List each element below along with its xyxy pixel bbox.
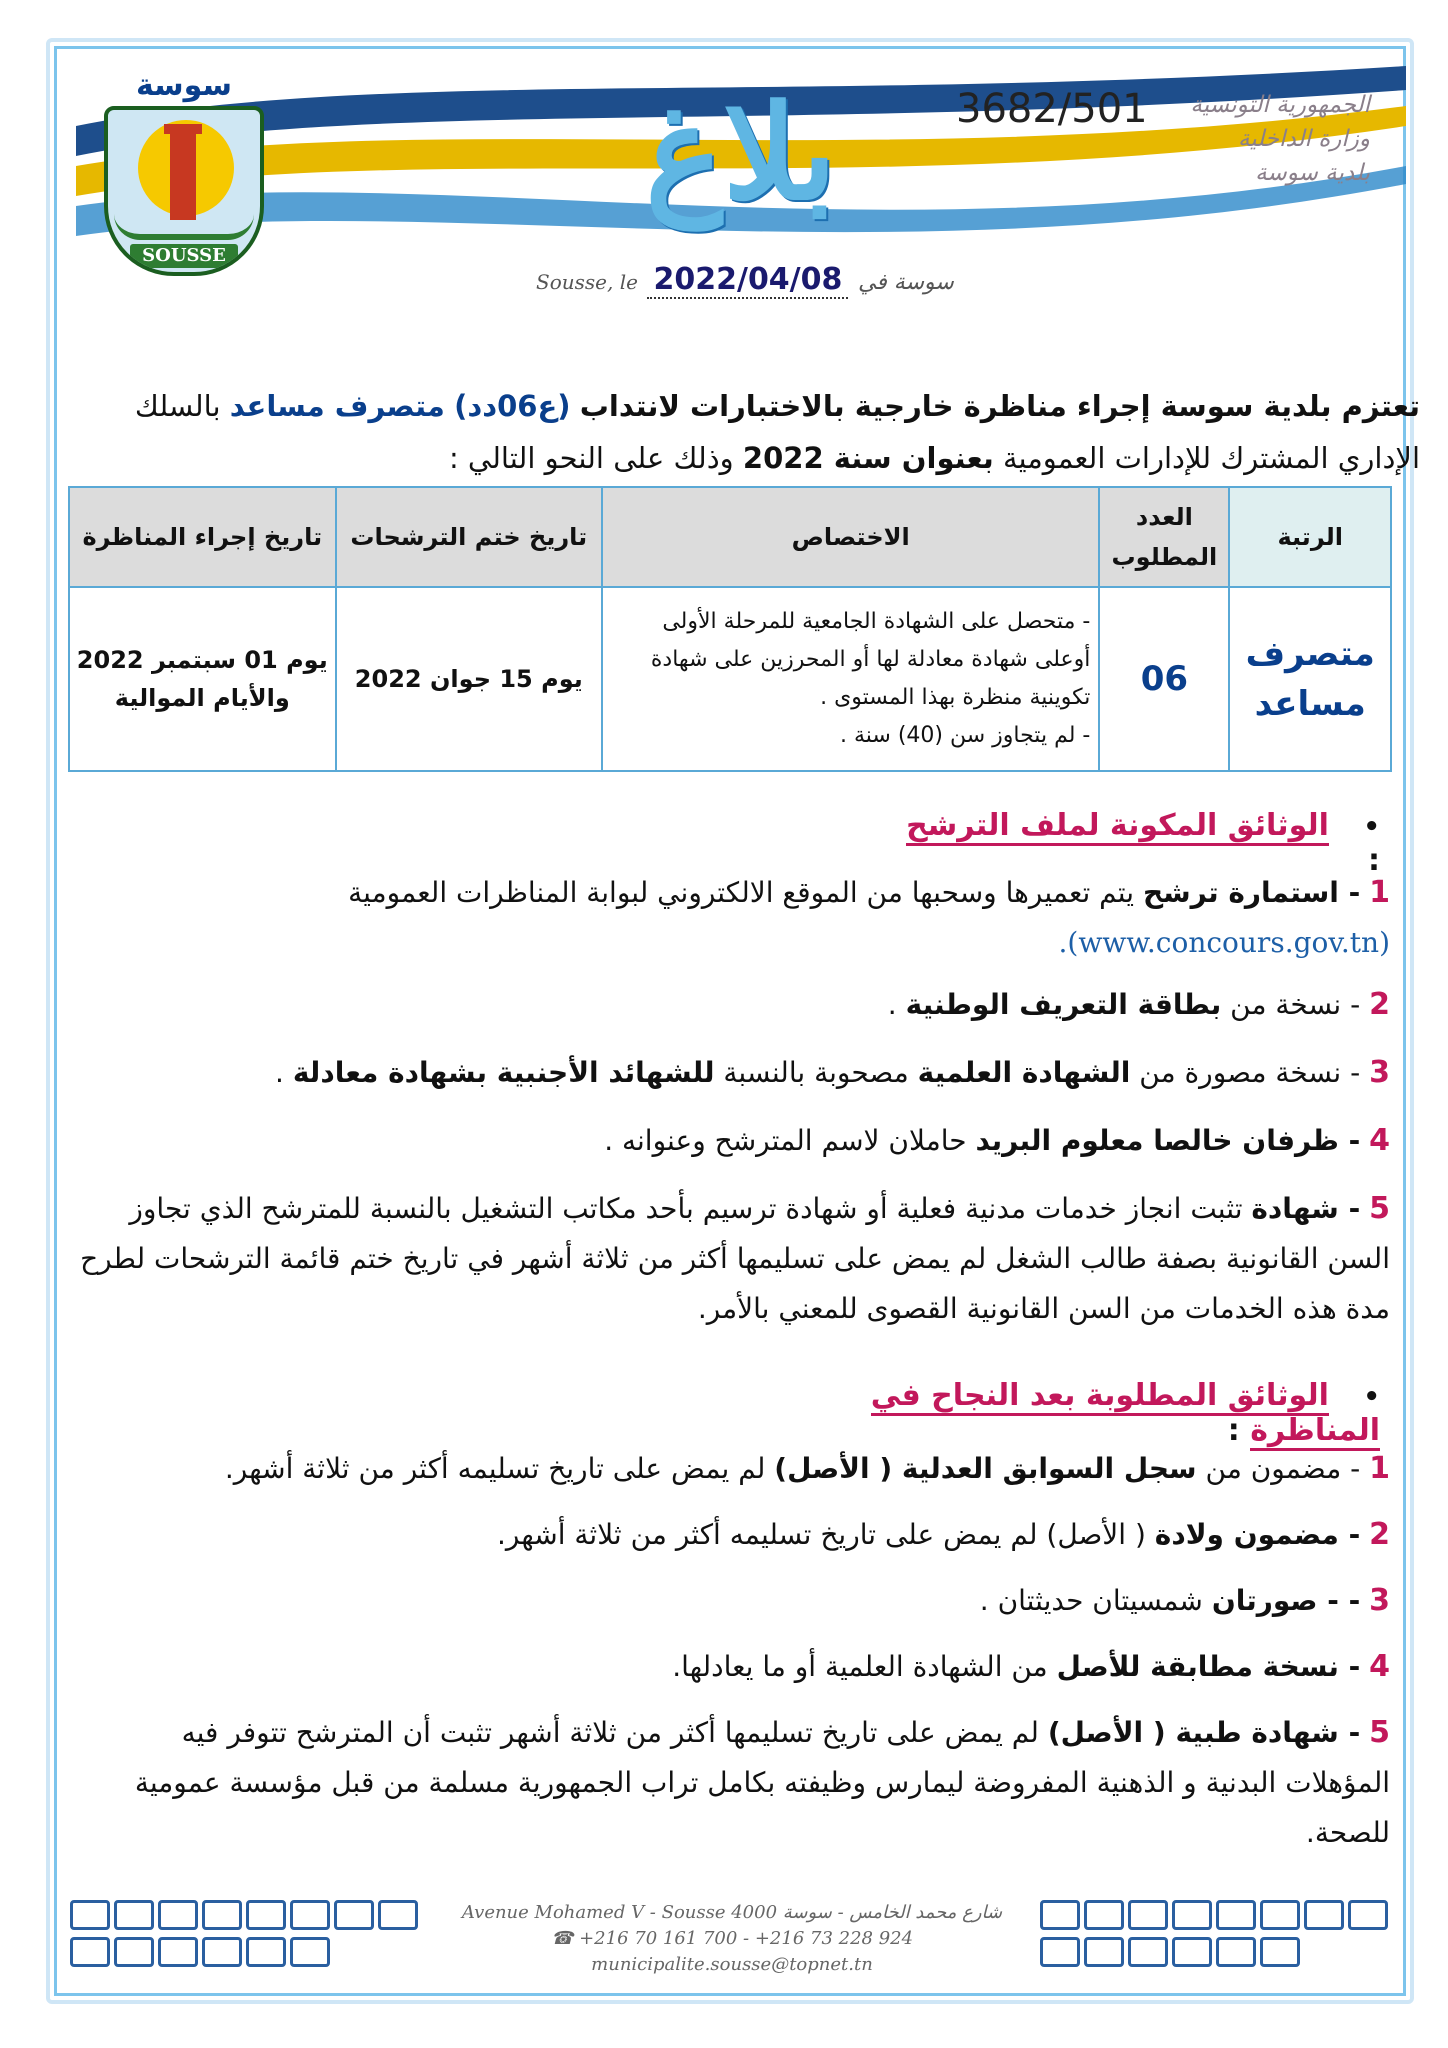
item-tail: لم يمض على تاريخ تسليمه أكثر من ثلاثة أشهر.	[224, 1452, 766, 1485]
footer-phone-text: +216 70 161 700 - +216 73 228 924	[579, 1928, 914, 1949]
intro-text-2: بالسلك الإداري المشترك للإدارات العمومية	[134, 389, 1420, 475]
item-text: يتم تعميرها وسحبها من الموقع الالكتروني لبوابة المناظرات العمومية	[348, 876, 1135, 909]
bullet-icon: •	[1363, 812, 1380, 842]
cell-rank: متصرف مساعد	[1229, 587, 1391, 771]
item-text: - نسخة مصورة من	[1139, 1056, 1361, 1089]
list-item	[70, 1510, 1390, 1560]
logo-tower-icon	[170, 130, 196, 220]
cell-count: 06	[1099, 587, 1229, 771]
section2-heading	[780, 1378, 1380, 1448]
item-number: 1	[1369, 875, 1390, 910]
exam-date-line-1: يوم 01 سبتمبر 2022	[76, 646, 328, 674]
item-bold: - نسخة مطابقة للأصل	[1056, 1650, 1361, 1683]
cell-exam-date	[69, 587, 336, 771]
list-item	[70, 1184, 1390, 1334]
list-item	[70, 1708, 1390, 1858]
item-number: 3	[1369, 1055, 1390, 1090]
list-item	[70, 1048, 1390, 1098]
intro-paragraph	[120, 380, 1420, 484]
list-item	[70, 1576, 1390, 1626]
phone-icon: ☎	[550, 1928, 580, 1949]
gov-line-ministry: وزارة الداخلية	[1237, 126, 1370, 152]
positions-table	[68, 486, 1392, 772]
exam-date-line-2: والأيام الموالية	[114, 684, 290, 712]
item-number: 2	[1369, 1517, 1390, 1552]
logo-label: SOUSSE	[130, 244, 238, 268]
item-text: حاملان لاسم المترشح وعنوانه .	[604, 1124, 967, 1157]
item-number: 4	[1369, 1649, 1390, 1684]
government-header	[1190, 88, 1370, 190]
intro-position: متصرف مساعد	[229, 389, 445, 423]
item-bold: بطاقة التعريف الوطنية	[905, 988, 1222, 1021]
date-label-fr: Sousse, le	[536, 270, 638, 294]
item-number: 2	[1369, 987, 1390, 1022]
list-item	[70, 1116, 1390, 1166]
document-title: بلاغ	[645, 76, 837, 229]
item-bold: - مضمون ولادة	[1154, 1518, 1361, 1551]
section1-title: الوثائق المكونة لملف الترشح	[906, 808, 1329, 846]
item-bold: - شهادة طبية ( الأصل)	[1047, 1716, 1361, 1749]
section1-colon: :	[1368, 843, 1380, 878]
header-close-date: تاريخ ختم الترشحات	[336, 487, 602, 587]
reference-number: 3682/501	[956, 86, 1148, 132]
header-count: العدد المطلوب	[1099, 487, 1229, 587]
item-tail: لم يمض على تاريخ تسليمها أكثر من ثلاثة أشهر تثبت أن المترشح تتوفر فيه المؤهلات البدنية و الذهنية المفروضة ليمارس وظيفته بكامل تراب الجمهورية مسلمة من قبل مؤسسة عمومية للصحة.	[134, 1716, 1390, 1849]
section2-title: الوثائق المطلوبة بعد النجاح في المناظرة	[871, 1378, 1380, 1451]
item-text: - مضمون من	[1205, 1452, 1361, 1485]
intro-text-3: وذلك على النحو التالي :	[448, 441, 734, 475]
item-text: تثبت انجاز خدمات مدنية فعلية أو شهادة ترسيم بأحد مكاتب التشغيل بالنسبة للمترشح الذي تجاوز السن القانونية بصفة طالب الشغل لم يمض على تسليمها أكثر من ثلاثة أشهر في تاريخ ختم قائمة الترشحات لطرح مدة هذه الخدمات من السن القانونية القصوى للمعني بالأمر.	[80, 1192, 1390, 1325]
table-row	[69, 587, 1391, 771]
item-bold: سجل السوابق العدلية ( الأصل)	[774, 1452, 1197, 1485]
date-label-ar: سوسة في	[857, 270, 954, 295]
item-bold: - شهادة	[1251, 1192, 1361, 1225]
item-bold-2: للشهائد الأجنبية بشهادة معادلة	[292, 1056, 715, 1089]
item-number: 5	[1369, 1191, 1390, 1226]
section2-colon: :	[1227, 1413, 1240, 1448]
item-number: 5	[1369, 1715, 1390, 1750]
item-tail: .	[275, 1056, 284, 1089]
item-bold: الشهادة العلمية	[917, 1056, 1131, 1089]
cell-close-date: يوم 15 جوان 2022	[336, 587, 602, 771]
item-tail: .	[887, 988, 897, 1021]
header-exam-date: تاريخ إجراء المناظرة	[69, 487, 336, 587]
municipality-logo	[98, 68, 270, 280]
portal-link[interactable]: (www.concours.gov.tn).	[1058, 926, 1390, 959]
list-item	[70, 980, 1390, 1030]
list-item	[70, 1444, 1390, 1494]
gov-line-municipality: بلدية سوسة	[1255, 160, 1370, 186]
logo-shield	[104, 106, 264, 276]
cell-specialty	[602, 587, 1099, 771]
item-number: 4	[1369, 1123, 1390, 1158]
item-bold: - - صورتان	[1211, 1584, 1361, 1617]
list-item	[70, 1642, 1390, 1692]
spec-line-2: - لم يتجاوز سن (40) سنة .	[839, 723, 1091, 748]
item-bold: - ظرفان خالصا معلوم البريد	[975, 1124, 1361, 1157]
footer-phone	[36, 1926, 1428, 1952]
list-item	[70, 868, 1390, 968]
footer	[36, 1900, 1428, 1990]
item-text: - نسخة من	[1230, 988, 1361, 1021]
intro-count: (ع06دد)	[454, 389, 571, 423]
footer-email[interactable]: municipalite.sousse@topnet.tn	[591, 1954, 873, 1975]
gov-line-republic: الجمهورية التونسية	[1190, 92, 1370, 118]
document-date: 2022/04/08	[647, 262, 848, 299]
intro-text-1: تعتزم بلدية سوسة إجراء مناظرة خارجية بالاختبارات لانتداب	[579, 389, 1420, 423]
dateline	[536, 262, 954, 297]
item-tail: شمسيتان حديثتان .	[979, 1584, 1203, 1617]
intro-year: بعنوان سنة 2022	[742, 441, 994, 475]
item-tail: ( الأصل) لم يمض على تاريخ تسليمه أكثر من ثلاثة أشهر.	[497, 1518, 1146, 1551]
bullet-icon: •	[1363, 1382, 1380, 1412]
item-tail: من الشهادة العلمية أو ما يعادلها.	[672, 1650, 1048, 1683]
logo-wreath-icon	[114, 214, 254, 240]
footer-address: Avenue Mohamed V - Sousse 4000 شارع محمد الخامس - سوسة	[461, 1902, 1003, 1923]
spec-line-1: - متحصل على الشهادة الجامعية للمرحلة الأولى أوعلى شهادة معادلة لها أو المحرزين على شهادة تكوينية منظرة بهذا المستوى .	[650, 609, 1091, 710]
item-bold: - استمارة ترشح	[1142, 876, 1361, 909]
header-rank: الرتبة	[1229, 487, 1391, 587]
header-specialty: الاختصاص	[602, 487, 1099, 587]
logo-arabic-name: سوسة	[135, 68, 232, 103]
item-text-2: مصحوبة بالنسبة	[723, 1056, 909, 1089]
item-number: 1	[1369, 1451, 1390, 1486]
table-header-row	[69, 487, 1391, 587]
item-number: 3	[1369, 1583, 1390, 1618]
